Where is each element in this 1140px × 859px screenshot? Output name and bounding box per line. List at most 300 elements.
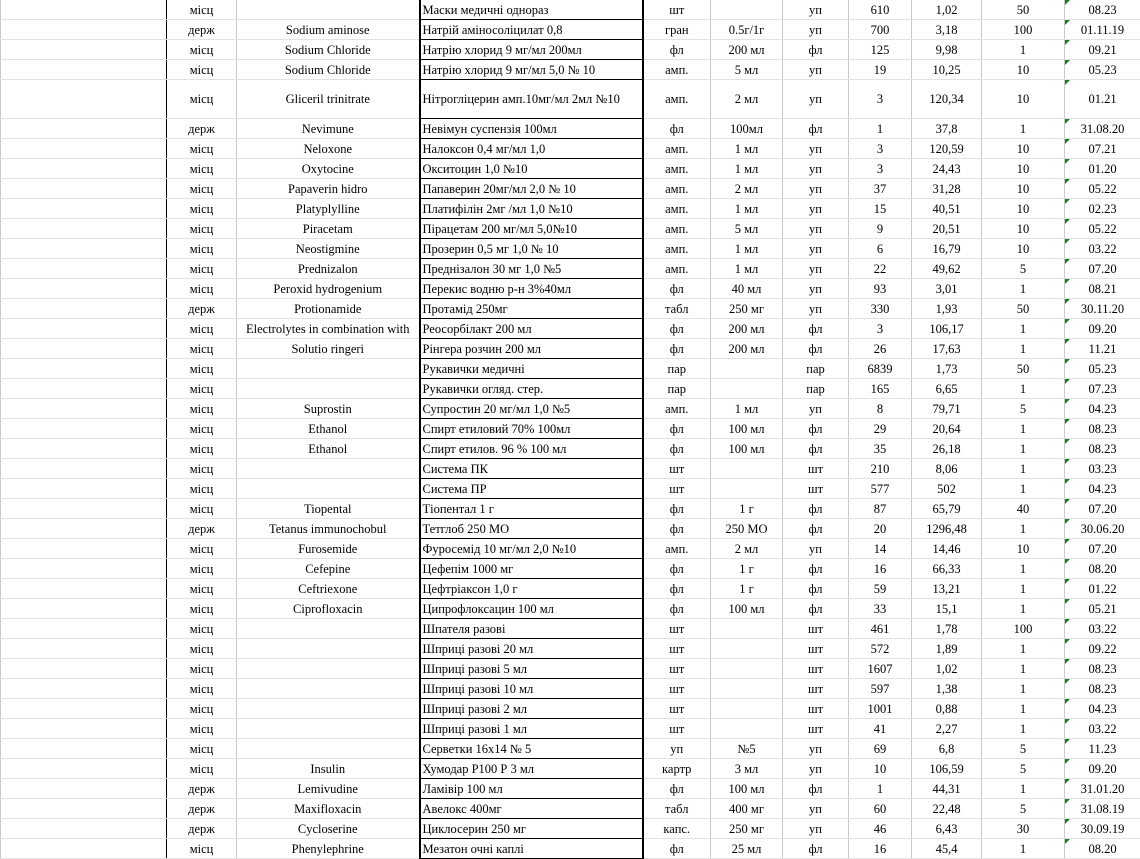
blank-cell[interactable] [1, 279, 167, 299]
cell-quantity[interactable]: 29 [849, 419, 912, 439]
cell-name[interactable]: Прозерин 0,5 мг 1,0 № 10 [420, 239, 643, 259]
cell-expiry-date[interactable] [1065, 20, 1140, 40]
cell-inn[interactable]: Insulin [237, 759, 420, 779]
cell-dose[interactable]: 1 г [711, 559, 783, 579]
cell-unit[interactable]: уп [783, 60, 849, 80]
cell-inn[interactable]: Papaverin hidro [237, 179, 420, 199]
cell-dose[interactable] [711, 679, 783, 699]
cell-price[interactable]: 120,34 [912, 80, 982, 119]
cell-quantity[interactable]: 9 [849, 219, 912, 239]
cell-form[interactable]: шт [643, 479, 711, 499]
blank-cell[interactable] [1, 40, 167, 60]
cell-unit[interactable]: фл [783, 40, 849, 60]
cell-unit[interactable]: фл [783, 559, 849, 579]
cell-name[interactable]: Рукавички огляд. стер. [420, 379, 643, 399]
blank-cell[interactable] [1, 419, 167, 439]
cell-unit[interactable]: уп [783, 539, 849, 559]
cell-pack[interactable]: 1 [982, 679, 1065, 699]
cell-dose[interactable]: 100 мл [711, 419, 783, 439]
cell-price[interactable]: 20,51 [912, 219, 982, 239]
cell-price[interactable]: 1,89 [912, 639, 982, 659]
cell-unit[interactable]: уп [783, 199, 849, 219]
cell-form[interactable]: фл [643, 419, 711, 439]
cell-quantity[interactable]: 330 [849, 299, 912, 319]
cell-pack[interactable]: 50 [982, 359, 1065, 379]
cell-dose[interactable]: 250 мг [711, 819, 783, 839]
cell-dose[interactable]: 1 мл [711, 159, 783, 179]
cell-name[interactable]: Цефепім 1000 мг [420, 559, 643, 579]
cell-expiry-date[interactable] [1065, 399, 1140, 419]
cell-pack[interactable]: 5 [982, 399, 1065, 419]
cell-dose[interactable]: 200 мл [711, 40, 783, 60]
cell-price[interactable]: 0,88 [912, 699, 982, 719]
cell-inn[interactable] [237, 699, 420, 719]
cell-form[interactable]: табл [643, 799, 711, 819]
cell-inn[interactable]: Electrolytes in combination with [237, 319, 420, 339]
cell-form[interactable]: фл [643, 579, 711, 599]
cell-expiry-date[interactable] [1065, 739, 1140, 759]
cell-quantity[interactable]: 41 [849, 719, 912, 739]
cell-inn[interactable] [237, 0, 420, 20]
cell-price[interactable]: 1,73 [912, 359, 982, 379]
cell-price[interactable]: 44,31 [912, 779, 982, 799]
cell-dose[interactable]: 1 мл [711, 399, 783, 419]
cell-quantity[interactable]: 3 [849, 139, 912, 159]
cell-quantity[interactable]: 3 [849, 159, 912, 179]
cell-dose[interactable]: 1 мл [711, 239, 783, 259]
cell-form[interactable]: фл [643, 279, 711, 299]
cell-dose[interactable] [711, 619, 783, 639]
cell-name[interactable]: Натрію хлорид 9 мг/мл 5,0 № 10 [420, 60, 643, 80]
cell-price[interactable]: 16,79 [912, 239, 982, 259]
cell-quantity[interactable]: 69 [849, 739, 912, 759]
cell-price[interactable]: 1296,48 [912, 519, 982, 539]
cell-name[interactable]: Рукавички медичні [420, 359, 643, 379]
cell-name[interactable]: Шпателя разові [420, 619, 643, 639]
cell-form[interactable]: амп. [643, 399, 711, 419]
cell-name[interactable]: Система ПК [420, 459, 643, 479]
cell-quantity[interactable]: 22 [849, 259, 912, 279]
cell-form[interactable]: пар [643, 359, 711, 379]
cell-form[interactable]: фл [643, 519, 711, 539]
cell-unit[interactable]: уп [783, 219, 849, 239]
cell-expiry-date[interactable] [1065, 419, 1140, 439]
cell-dose[interactable]: 1 мл [711, 259, 783, 279]
cell-form[interactable]: амп. [643, 259, 711, 279]
blank-cell[interactable] [1, 819, 167, 839]
cell-name[interactable]: Мезатон очні каплі [420, 839, 643, 859]
cell-unit[interactable]: фл [783, 519, 849, 539]
cell-quantity[interactable]: 210 [849, 459, 912, 479]
cell-pack[interactable]: 10 [982, 239, 1065, 259]
cell-quantity[interactable]: 16 [849, 839, 912, 859]
cell-dose[interactable]: 100 мл [711, 439, 783, 459]
cell-dose[interactable]: 100 мл [711, 779, 783, 799]
cell-pack[interactable]: 10 [982, 199, 1065, 219]
cell-dose[interactable]: 5 мл [711, 60, 783, 80]
cell-pack[interactable]: 100 [982, 619, 1065, 639]
blank-cell[interactable] [1, 519, 167, 539]
cell-expiry-date[interactable] [1065, 439, 1140, 459]
cell-expiry-date[interactable] [1065, 759, 1140, 779]
cell-inn[interactable]: Ceftriexone [237, 579, 420, 599]
cell-pack[interactable]: 10 [982, 139, 1065, 159]
cell-form[interactable]: шт [643, 0, 711, 20]
cell-pack[interactable]: 10 [982, 179, 1065, 199]
cell-quantity[interactable]: 10 [849, 759, 912, 779]
cell-inn[interactable]: Cefepine [237, 559, 420, 579]
cell-pack[interactable]: 50 [982, 299, 1065, 319]
cell-inn[interactable]: Tetanus immunochobul [237, 519, 420, 539]
cell-pack[interactable]: 40 [982, 499, 1065, 519]
cell-expiry-date[interactable] [1065, 279, 1140, 299]
cell-type[interactable]: місц [167, 659, 237, 679]
cell-type[interactable]: місц [167, 719, 237, 739]
cell-pack[interactable]: 10 [982, 219, 1065, 239]
cell-type[interactable]: держ [167, 519, 237, 539]
cell-expiry-date[interactable] [1065, 539, 1140, 559]
cell-type[interactable]: місц [167, 359, 237, 379]
cell-dose[interactable] [711, 459, 783, 479]
cell-expiry-date[interactable] [1065, 679, 1140, 699]
cell-type[interactable]: місц [167, 499, 237, 519]
cell-unit[interactable]: фл [783, 119, 849, 139]
cell-type[interactable]: місц [167, 179, 237, 199]
cell-quantity[interactable]: 572 [849, 639, 912, 659]
cell-inn[interactable] [237, 719, 420, 739]
cell-expiry-date[interactable] [1065, 779, 1140, 799]
cell-expiry-date[interactable] [1065, 219, 1140, 239]
cell-form[interactable]: шт [643, 639, 711, 659]
blank-cell[interactable] [1, 619, 167, 639]
cell-expiry-date[interactable] [1065, 179, 1140, 199]
cell-pack[interactable]: 1 [982, 659, 1065, 679]
cell-quantity[interactable]: 19 [849, 60, 912, 80]
cell-expiry-date[interactable] [1065, 139, 1140, 159]
cell-type[interactable]: місц [167, 379, 237, 399]
cell-name[interactable]: Платифілін 2мг /мл 1,0 №10 [420, 199, 643, 219]
cell-unit[interactable]: фл [783, 839, 849, 859]
cell-name[interactable]: Преднізалон 30 мг 1,0 №5 [420, 259, 643, 279]
cell-name[interactable]: Тіопентал 1 г [420, 499, 643, 519]
cell-form[interactable]: фл [643, 499, 711, 519]
cell-unit[interactable]: уп [783, 20, 849, 40]
cell-inn[interactable]: Sodium Chloride [237, 60, 420, 80]
cell-name[interactable]: Шприці разові 2 мл [420, 699, 643, 719]
cell-dose[interactable]: 100мл [711, 119, 783, 139]
cell-name[interactable]: Спирт етилов. 96 % 100 мл [420, 439, 643, 459]
cell-dose[interactable]: 40 мл [711, 279, 783, 299]
blank-cell[interactable] [1, 499, 167, 519]
cell-type[interactable]: місц [167, 219, 237, 239]
cell-dose[interactable]: 1 мл [711, 199, 783, 219]
cell-dose[interactable] [711, 479, 783, 499]
cell-dose[interactable]: 100 мл [711, 599, 783, 619]
cell-form[interactable]: амп. [643, 80, 711, 119]
cell-quantity[interactable]: 1001 [849, 699, 912, 719]
cell-form[interactable]: амп. [643, 139, 711, 159]
cell-type[interactable]: місц [167, 319, 237, 339]
cell-unit[interactable]: пар [783, 359, 849, 379]
blank-cell[interactable] [1, 359, 167, 379]
cell-price[interactable]: 10,25 [912, 60, 982, 80]
cell-pack[interactable]: 1 [982, 839, 1065, 859]
cell-form[interactable]: амп. [643, 179, 711, 199]
blank-cell[interactable] [1, 299, 167, 319]
cell-form[interactable]: амп. [643, 199, 711, 219]
cell-type[interactable]: місц [167, 479, 237, 499]
blank-cell[interactable] [1, 259, 167, 279]
blank-cell[interactable] [1, 719, 167, 739]
cell-pack[interactable]: 1 [982, 579, 1065, 599]
cell-quantity[interactable]: 16 [849, 559, 912, 579]
cell-inn[interactable] [237, 379, 420, 399]
cell-inn[interactable]: Sodium Chloride [237, 40, 420, 60]
cell-price[interactable]: 3,01 [912, 279, 982, 299]
cell-form[interactable]: фл [643, 599, 711, 619]
cell-form[interactable]: амп. [643, 159, 711, 179]
cell-price[interactable]: 22,48 [912, 799, 982, 819]
cell-form[interactable]: фл [643, 559, 711, 579]
cell-expiry-date[interactable] [1065, 359, 1140, 379]
cell-quantity[interactable]: 1 [849, 119, 912, 139]
cell-price[interactable]: 6,8 [912, 739, 982, 759]
cell-quantity[interactable]: 577 [849, 479, 912, 499]
blank-cell[interactable] [1, 759, 167, 779]
cell-expiry-date[interactable] [1065, 0, 1140, 20]
cell-type[interactable]: місц [167, 639, 237, 659]
blank-cell[interactable] [1, 239, 167, 259]
cell-unit[interactable]: шт [783, 619, 849, 639]
blank-cell[interactable] [1, 659, 167, 679]
cell-dose[interactable]: 25 мл [711, 839, 783, 859]
cell-form[interactable]: пар [643, 379, 711, 399]
cell-price[interactable]: 6,43 [912, 819, 982, 839]
cell-unit[interactable]: фл [783, 579, 849, 599]
cell-dose[interactable]: 2 мл [711, 179, 783, 199]
cell-name[interactable]: Цефтріаксон 1,0 г [420, 579, 643, 599]
cell-price[interactable]: 106,59 [912, 759, 982, 779]
cell-form[interactable]: шт [643, 699, 711, 719]
cell-expiry-date[interactable] [1065, 819, 1140, 839]
cell-price[interactable]: 65,79 [912, 499, 982, 519]
cell-pack[interactable]: 1 [982, 559, 1065, 579]
cell-type[interactable]: місц [167, 679, 237, 699]
blank-cell[interactable] [1, 80, 167, 119]
cell-expiry-date[interactable] [1065, 239, 1140, 259]
cell-unit[interactable]: уп [783, 0, 849, 20]
cell-unit[interactable]: шт [783, 479, 849, 499]
cell-name[interactable]: Система ПР [420, 479, 643, 499]
blank-cell[interactable] [1, 799, 167, 819]
cell-type[interactable]: місц [167, 559, 237, 579]
cell-dose[interactable]: 1 г [711, 499, 783, 519]
cell-inn[interactable]: Ethanol [237, 419, 420, 439]
cell-form[interactable]: фл [643, 119, 711, 139]
cell-form[interactable]: фл [643, 40, 711, 60]
cell-type[interactable]: місц [167, 80, 237, 119]
blank-cell[interactable] [1, 739, 167, 759]
cell-inn[interactable]: Tiopental [237, 499, 420, 519]
cell-inn[interactable] [237, 659, 420, 679]
cell-unit[interactable]: фл [783, 599, 849, 619]
cell-inn[interactable]: Peroxid hydrogenium [237, 279, 420, 299]
cell-expiry-date[interactable] [1065, 299, 1140, 319]
cell-type[interactable]: місц [167, 239, 237, 259]
cell-name[interactable]: Шприці разові 1 мл [420, 719, 643, 739]
cell-type[interactable]: місц [167, 619, 237, 639]
cell-form[interactable]: амп. [643, 539, 711, 559]
cell-price[interactable]: 1,02 [912, 659, 982, 679]
cell-form[interactable]: амп. [643, 60, 711, 80]
cell-form[interactable]: фл [643, 779, 711, 799]
blank-cell[interactable] [1, 839, 167, 859]
cell-expiry-date[interactable] [1065, 799, 1140, 819]
cell-type[interactable]: місц [167, 539, 237, 559]
cell-unit[interactable]: уп [783, 239, 849, 259]
cell-inn[interactable]: Platyplylline [237, 199, 420, 219]
cell-quantity[interactable]: 3 [849, 319, 912, 339]
cell-type[interactable]: місц [167, 579, 237, 599]
cell-dose[interactable] [711, 699, 783, 719]
cell-name[interactable]: Маски медичні однораз [420, 0, 643, 20]
cell-name[interactable]: Спирт етиловий 70% 100мл [420, 419, 643, 439]
cell-pack[interactable]: 1 [982, 599, 1065, 619]
cell-form[interactable]: уп [643, 739, 711, 759]
cell-name[interactable]: Протамід 250мг [420, 299, 643, 319]
cell-pack[interactable]: 100 [982, 20, 1065, 40]
blank-cell[interactable] [1, 379, 167, 399]
cell-quantity[interactable]: 60 [849, 799, 912, 819]
cell-quantity[interactable]: 700 [849, 20, 912, 40]
cell-inn[interactable]: Furosemide [237, 539, 420, 559]
cell-name[interactable]: Шприці разові 10 мл [420, 679, 643, 699]
blank-cell[interactable] [1, 219, 167, 239]
cell-expiry-date[interactable] [1065, 619, 1140, 639]
cell-pack[interactable]: 10 [982, 159, 1065, 179]
cell-price[interactable]: 79,71 [912, 399, 982, 419]
blank-cell[interactable] [1, 679, 167, 699]
cell-pack[interactable]: 10 [982, 80, 1065, 119]
cell-unit[interactable]: уп [783, 159, 849, 179]
cell-expiry-date[interactable] [1065, 479, 1140, 499]
cell-dose[interactable] [711, 359, 783, 379]
cell-quantity[interactable]: 35 [849, 439, 912, 459]
cell-price[interactable]: 1,38 [912, 679, 982, 699]
cell-price[interactable]: 8,06 [912, 459, 982, 479]
cell-price[interactable]: 3,18 [912, 20, 982, 40]
cell-expiry-date[interactable] [1065, 40, 1140, 60]
cell-expiry-date[interactable] [1065, 80, 1140, 119]
cell-name[interactable]: Шприці разові 20 мл [420, 639, 643, 659]
cell-dose[interactable] [711, 379, 783, 399]
cell-pack[interactable]: 1 [982, 40, 1065, 60]
cell-form[interactable]: фл [643, 339, 711, 359]
cell-dose[interactable]: 1 мл [711, 139, 783, 159]
cell-type[interactable]: місц [167, 599, 237, 619]
cell-quantity[interactable]: 93 [849, 279, 912, 299]
cell-expiry-date[interactable] [1065, 119, 1140, 139]
cell-expiry-date[interactable] [1065, 379, 1140, 399]
cell-inn[interactable]: Piracetam [237, 219, 420, 239]
cell-name[interactable]: Перекис водню р-н 3%40мл [420, 279, 643, 299]
cell-dose[interactable]: 250 МО [711, 519, 783, 539]
cell-expiry-date[interactable] [1065, 319, 1140, 339]
cell-type[interactable]: місц [167, 60, 237, 80]
cell-form[interactable]: картр [643, 759, 711, 779]
cell-price[interactable]: 120,59 [912, 139, 982, 159]
cell-inn[interactable]: Ethanol [237, 439, 420, 459]
cell-unit[interactable]: шт [783, 639, 849, 659]
cell-quantity[interactable]: 14 [849, 539, 912, 559]
cell-unit[interactable]: уп [783, 399, 849, 419]
cell-type[interactable]: місц [167, 259, 237, 279]
cell-form[interactable]: шт [643, 659, 711, 679]
cell-name[interactable]: Шприці разові 5 мл [420, 659, 643, 679]
cell-pack[interactable]: 5 [982, 799, 1065, 819]
blank-cell[interactable] [1, 579, 167, 599]
cell-quantity[interactable]: 6 [849, 239, 912, 259]
cell-pack[interactable]: 1 [982, 279, 1065, 299]
cell-price[interactable]: 1,02 [912, 0, 982, 20]
cell-form[interactable]: шт [643, 619, 711, 639]
cell-price[interactable]: 26,18 [912, 439, 982, 459]
cell-type[interactable]: місц [167, 139, 237, 159]
cell-price[interactable]: 40,51 [912, 199, 982, 219]
cell-dose[interactable]: 200 мл [711, 339, 783, 359]
cell-price[interactable]: 13,21 [912, 579, 982, 599]
cell-dose[interactable]: №5 [711, 739, 783, 759]
cell-price[interactable]: 31,28 [912, 179, 982, 199]
cell-quantity[interactable]: 8 [849, 399, 912, 419]
cell-dose[interactable] [711, 639, 783, 659]
cell-type[interactable]: держ [167, 779, 237, 799]
cell-unit[interactable]: пар [783, 379, 849, 399]
cell-name[interactable]: Натрію хлорид 9 мг/мл 200мл [420, 40, 643, 60]
cell-type[interactable]: місц [167, 279, 237, 299]
cell-quantity[interactable]: 46 [849, 819, 912, 839]
cell-name[interactable]: Серветки 16х14 № 5 [420, 739, 643, 759]
blank-cell[interactable] [1, 119, 167, 139]
cell-unit[interactable]: шт [783, 679, 849, 699]
cell-expiry-date[interactable] [1065, 499, 1140, 519]
cell-pack[interactable]: 10 [982, 539, 1065, 559]
cell-unit[interactable]: уп [783, 819, 849, 839]
cell-name[interactable]: Авелокс 400мг [420, 799, 643, 819]
cell-type[interactable]: держ [167, 20, 237, 40]
cell-type[interactable]: місц [167, 399, 237, 419]
cell-inn[interactable] [237, 619, 420, 639]
cell-pack[interactable]: 1 [982, 479, 1065, 499]
cell-inn[interactable]: Oxytocine [237, 159, 420, 179]
cell-pack[interactable]: 1 [982, 439, 1065, 459]
cell-unit[interactable]: уп [783, 139, 849, 159]
cell-name[interactable]: Циклосерин 250 мг [420, 819, 643, 839]
cell-inn[interactable]: Suprostin [237, 399, 420, 419]
cell-type[interactable]: місц [167, 699, 237, 719]
cell-pack[interactable]: 10 [982, 60, 1065, 80]
cell-type[interactable]: місц [167, 839, 237, 859]
cell-inn[interactable] [237, 479, 420, 499]
blank-cell[interactable] [1, 779, 167, 799]
cell-type[interactable]: місц [167, 739, 237, 759]
cell-pack[interactable]: 1 [982, 719, 1065, 739]
cell-dose[interactable] [711, 659, 783, 679]
cell-quantity[interactable]: 610 [849, 0, 912, 20]
cell-quantity[interactable]: 59 [849, 579, 912, 599]
cell-inn[interactable]: Neloxone [237, 139, 420, 159]
cell-inn[interactable] [237, 739, 420, 759]
